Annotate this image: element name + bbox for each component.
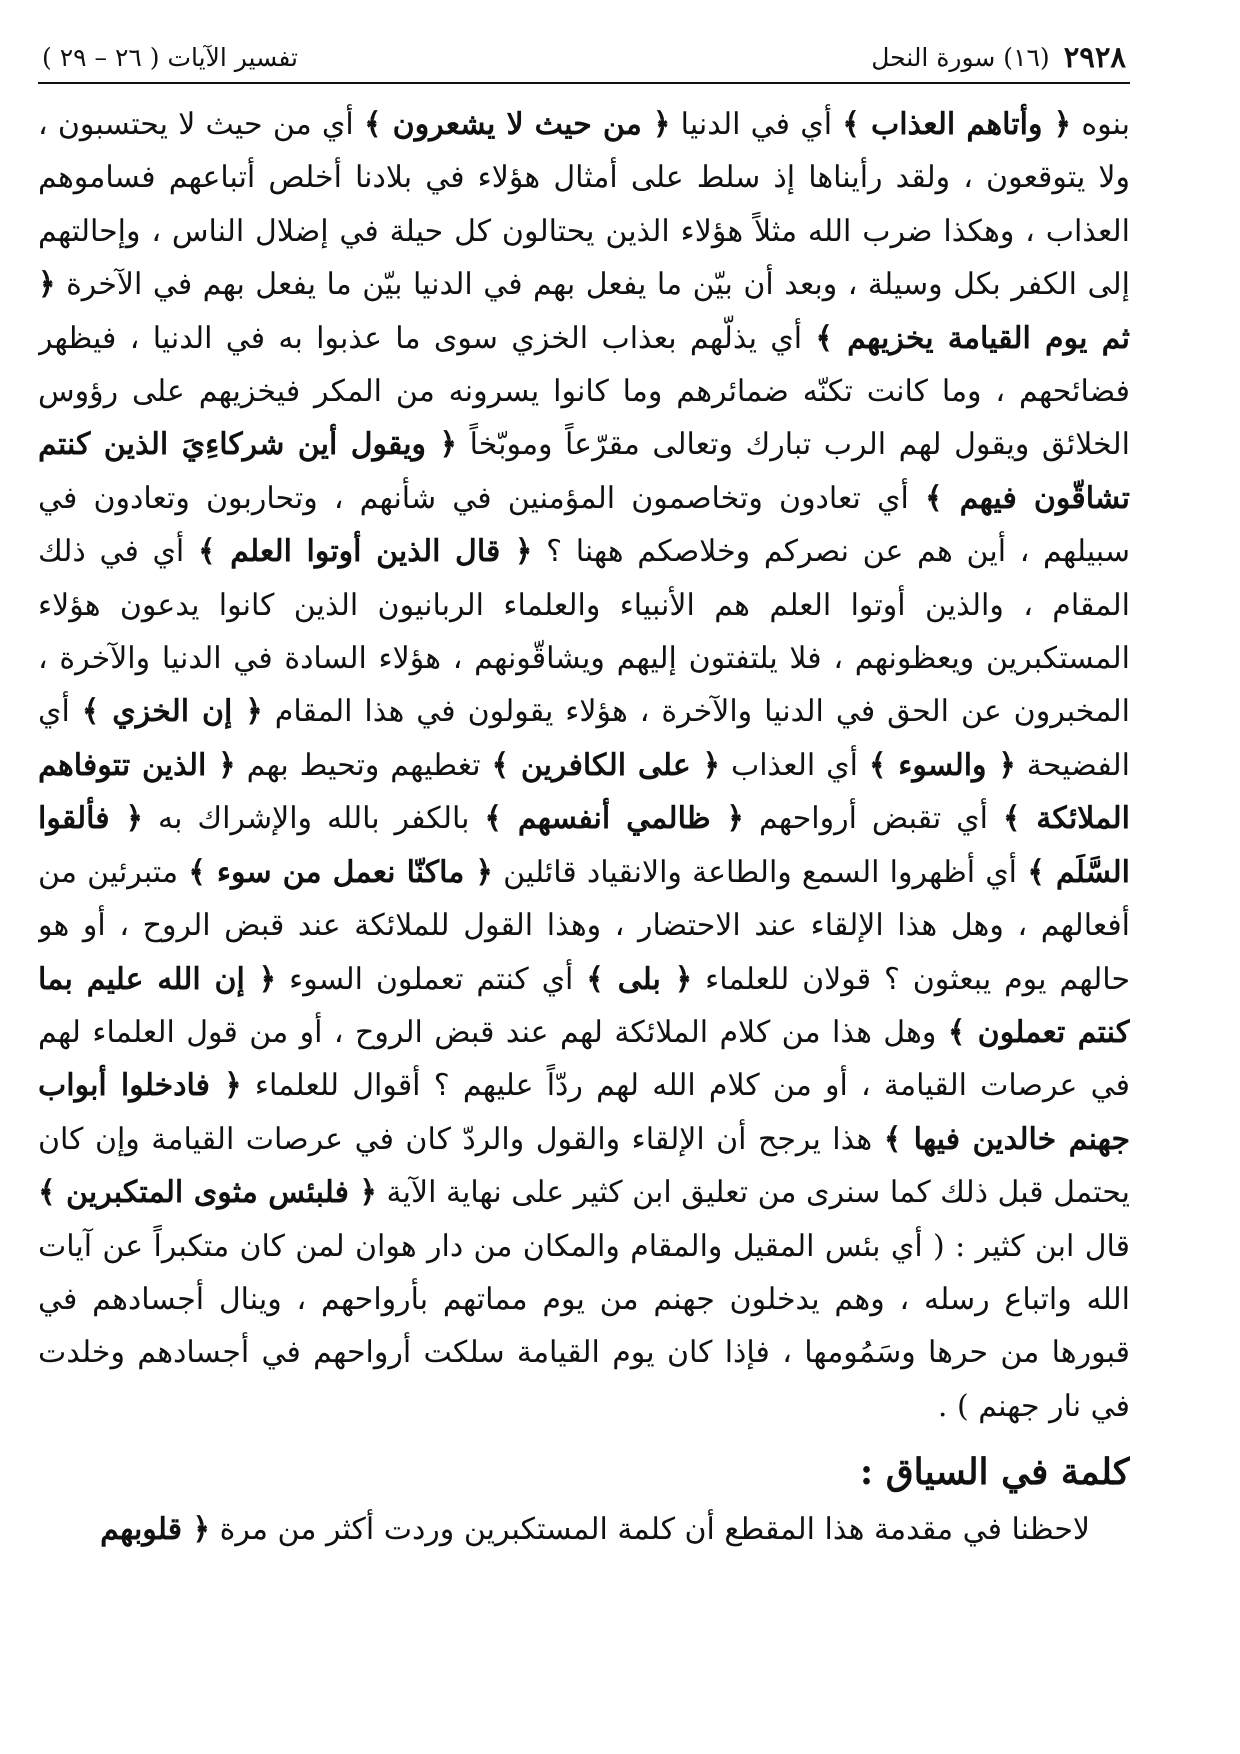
- quran-quote: ﴿ قال الذين أوتوا العلم ﴾: [197, 534, 533, 570]
- tafsir-body: [38, 98, 1130, 1433]
- commentary-text: وهل هذا من كلام الملائكة لهم عند قبض الروح ، أو من قول العلماء لهم في عرصات القيامة ، أو من كلام الله لهم ردّاً عليهم ؟ أقوال للعلماء: [38, 1014, 1130, 1104]
- quran-quote: ﴿ والسوء ﴾: [868, 747, 1016, 783]
- commentary-text: أي تعادون وتخاصمون المؤمنين في شأنهم ، وتحاربون وتعادون في سبيلهم ، أين هم عن نصركم وخلاصكم ههنا ؟: [38, 480, 1130, 570]
- commentary-text: أي تقبض أرواحهم: [744, 801, 1003, 837]
- section-range: تفسير الآيات ( ٢٦ – ٢٩ ): [42, 42, 298, 72]
- header-rule: [38, 82, 1130, 84]
- quran-quote: ﴿ ماكنّا نعمل من سوء ﴾: [188, 854, 493, 890]
- quran-quote: ﴿ ويقول أين شركاءِيَ الذين كنتم تشاقّون فيهم ﴾: [38, 427, 1130, 516]
- commentary-text: أي من حيث لا يحتسبون ، ولا يتوقعون ، ولقد رأيناها إذ سلط على أمثال هؤلاء في بلادنا أخلص أتباعهم فساموهم العذاب ، وهكذا ضرب الله مثلاً هؤلاء الذين يحتالون كل حيلة في إضلال الناس ، وإحالتهم إلى الكفر بكل وسيلة ، وبعد أن بيّن ما يفعل بهم في الدنيا بيّن ما يفعل بهم في الآخرة: [38, 107, 1130, 303]
- commentary-text: قال ابن كثير : ( أي بئس المقيل والمقام والمكان من دار هوان لمن كان متكبراً عن آيات الله واتباع رسله ، وهم يدخلون جهنم من يوم مماتهم بأرواحهم ، وينال أجسادهم في قبورها من حرها وسَمُومها ، فإذا كان يوم القيامة سلكت أرواحهم في أجسادهم وخلدت في نار جهنم ) .: [38, 1228, 1130, 1424]
- commentary-text: بالكفر بالله والإشراك به: [143, 801, 485, 837]
- quran-quote: ﴿ فألقوا السَّلَم ﴾: [38, 801, 1130, 890]
- surah-title: (١٦) سورة النحل: [871, 42, 1050, 72]
- book-page: [38, 28, 1130, 1728]
- commentary-text: أي يذلّهم بعذاب الخزي سوى ما عذبوا به في الدنيا ، فيظهر فضائحهم ، وما كانت تكنّه ضمائرهم وما كانوا يسرونه من المكر فيخزيهم على رؤوس الخلائق ويقول لهم الرب تبارك وتعالى مقرّعاً وموبّخاً: [38, 320, 1130, 463]
- quran-quote: ﴿ على الكافرين ﴾: [491, 747, 721, 783]
- quran-quote: ﴿ وأتاهم العذاب ﴾: [842, 107, 1072, 142]
- commentary-text: أي الفضيحة: [38, 694, 1130, 783]
- context-paragraph: [38, 1503, 1130, 1556]
- header-right-group: [871, 40, 1126, 74]
- quran-quote: ﴿ فلبئس مثوى المتكبرين ﴾: [38, 1175, 377, 1211]
- commentary-text: لاحظنا في مقدمة هذا المقطع أن كلمة المستكبرين وردت أكثر من مرة: [210, 1512, 1090, 1548]
- commentary-text: أي كنتم تعملون السوء: [276, 961, 587, 997]
- quran-quote: ﴿ من حيث لا يشعرون ﴾: [363, 107, 671, 142]
- commentary-text: أي أظهروا السمع والطاعة والانقياد قائلين: [492, 854, 1028, 890]
- section-heading: كلمة في السياق :: [859, 1451, 1130, 1494]
- quran-quote: ﴿ بلى ﴾: [586, 961, 693, 997]
- commentary-text: متبرئين من أفعالهم ، وهل هذا الإلقاء عند الاحتضار ، وهذا القول للملائكة عند قبض الروح ، أو هو حالهم يوم يبعثون ؟ قولان للعلماء: [38, 854, 1130, 997]
- commentary-text: أي في الدنيا: [670, 107, 843, 142]
- quran-quote: ﴿ فادخلوا أبواب جهنم خالدين فيها ﴾: [38, 1068, 1130, 1157]
- commentary-text: هذا يرجح أن الإلقاء والقول والردّ كان في عرصات القيامة وإن كان يحتمل قبل ذلك كما سنرى من تعليق ابن كثير على نهاية الآية: [38, 1121, 1130, 1211]
- running-header: [38, 28, 1130, 86]
- quran-quote: ﴿ إن الخزي ﴾: [81, 694, 263, 730]
- quran-quote: ﴿ قلوبهم: [100, 1512, 211, 1548]
- quran-quote: ﴿ ظالمي أنفسهم ﴾: [484, 801, 745, 837]
- commentary-text: أي في ذلك المقام ، والذين أوتوا العلم هم الأنبياء والعلماء الربانيون الذين كانوا يدعون هؤلاء المستكبرين ويعظونهم ، فلا يلتفتون إليهم ويشاقّونهم ، هؤلاء السادة في الدنيا والآخرة ، المخبرون عن الحق في الدنيا والآخرة ، هؤلاء يقولون في هذا المقام: [38, 534, 1130, 730]
- quran-quote: ﴿ ثم يوم القيامة يخزيهم ﴾: [38, 267, 1130, 356]
- quran-quote: ﴿ إن الله عليم بما كنتم تعملون ﴾: [38, 961, 1130, 1050]
- page-number: ٢٩٢٨: [1063, 40, 1126, 74]
- commentary-text: بنوه: [1071, 107, 1130, 142]
- commentary-text: تغطيهم وتحيط بهم: [235, 747, 492, 783]
- commentary-text: أي العذاب: [720, 747, 869, 783]
- quran-quote: ﴿ الذين تتوفاهم الملائكة ﴾: [38, 747, 1130, 837]
